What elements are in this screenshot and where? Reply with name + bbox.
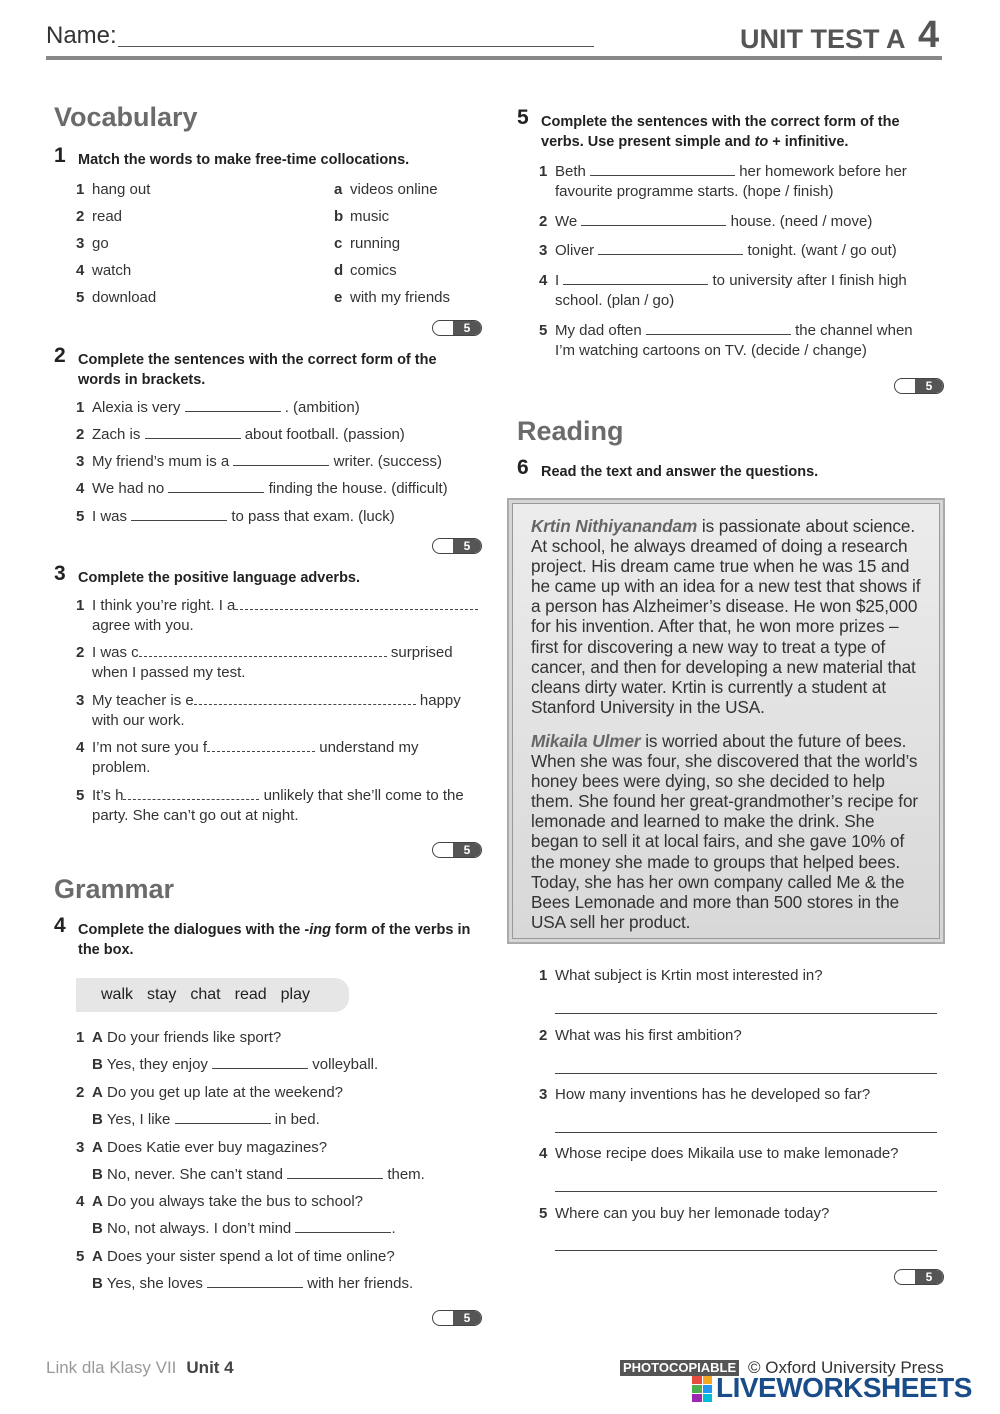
liveworksheets-brand: LIVEWORKSHEETS [716,1372,972,1403]
answer-blank[interactable] [131,507,227,521]
reading-text-box [507,498,945,944]
sentence-item: 4 We had no finding the house. (difficult) [76,480,448,497]
grammar-heading: Grammar [54,874,175,904]
score-box: 5 [432,842,482,858]
sentence-item: 2 We house. (need / move) [539,213,873,230]
letter-blanks[interactable] [207,738,315,752]
match-left-item: 4 watch [76,262,132,279]
match-left-item: 1 hang out [76,181,151,198]
answer-line[interactable] [555,1073,937,1074]
answer-line[interactable] [555,1132,937,1133]
sentence-item: 5 My dad often the channel when I’m watching cartoons on TV. (decide / change) [539,322,913,359]
match-left-item: 5 download [76,289,157,306]
answer-blank[interactable] [212,1055,308,1069]
dialogue-b: B Yes, they enjoy volleyball. [92,1056,379,1073]
question-item: 1 What subject is Krtin most interested in? [539,967,823,984]
dialogue-a: 4 A Do you always take the bus to school? [76,1193,363,1210]
score-box: 5 [432,320,482,336]
copyright: © Oxford University Press [748,1358,944,1377]
answer-blank[interactable] [287,1165,383,1179]
header-rule [46,56,942,60]
score-box: 5 [894,378,944,394]
dialogue-b: B No, never. She can’t stand them. [92,1166,425,1183]
sentence-item: 3 My friend’s mum is a writer. (success) [76,453,442,470]
answer-blank[interactable] [590,162,735,176]
answer-blank[interactable] [563,271,708,285]
reading-heading: Reading [517,416,624,446]
match-left-item: 3 go [76,235,109,252]
answer-blank[interactable] [233,452,329,466]
exercise-4-instruction: 4 Complete the dialogues with the -ing form of the verbs in the box. [54,914,471,958]
answer-blank[interactable] [145,425,241,439]
exercise-3-instruction: 3 Complete the positive language adverbs. [54,562,361,586]
match-right-item[interactable]: c running [334,235,401,252]
answer-line[interactable] [555,1250,937,1251]
question-item: 3 How many inventions has he developed so far? [539,1086,871,1103]
sentence-item: 1 I think you’re right. I a agree with you. [76,596,486,636]
unit-number: 4 [918,14,940,56]
question-item: 4 Whose recipe does Mikaila use to make lemonade? [539,1145,899,1162]
letter-blanks[interactable] [123,786,259,800]
score-box: 5 [432,1310,482,1326]
sentence-item: 4 I’m not sure you f understand my problem. [76,739,419,776]
sentence-item: 2 Zach is about football. (passion) [76,426,405,443]
name-label: Name: [46,22,117,49]
exercise-number: 1 [54,144,66,167]
dialogue-b: B Yes, she loves with her friends. [92,1275,414,1292]
vocabulary-heading: Vocabulary [54,102,198,132]
exercise-6-instruction: 6 Read the text and answer the questions. [517,456,819,480]
exercise-1-instruction [54,144,474,170]
answer-line[interactable] [555,1013,937,1014]
footer-book: Link dla Klasy VII Unit 4 [46,1358,234,1377]
sentence-item: 4 I to university after I finish high school. (plan / go) [539,272,907,309]
answer-blank[interactable] [207,1274,303,1288]
answer-blank[interactable] [168,479,264,493]
dialogue-b: B No, not always. I don’t mind . [92,1220,396,1237]
sentence-item: 2 I was c surprised when I passed my test. [76,644,453,681]
question-item: 5 Where can you buy her lemonade today? [539,1205,830,1222]
exercise-5-instruction: 5 Complete the sentences with the correct form of the verbs. Use present simple and to + infinitive. [517,106,900,150]
dialogue-a: 2 A Do you get up late at the weekend? [76,1084,344,1101]
word-box: walk stay chat read play [76,978,349,1012]
dialogue-a: 1 A Do your friends like sport? [76,1029,282,1046]
unit-test-label: UNIT TEST A [740,24,906,54]
score-box: 5 [432,538,482,554]
dialogue-a: 5 A Does your sister spend a lot of time online? [76,1248,395,1265]
answer-line[interactable] [555,1191,937,1192]
answer-blank[interactable] [581,212,726,226]
answer-blank[interactable] [646,321,791,335]
instruction-text: Match the words to make free-time collocations. [78,152,410,168]
sentence-item: 1 Beth her homework before her favourite programme starts. (hope / finish) [539,163,907,200]
reading-paragraph-2: Mikaila Ulmer is worried about the future of bees. When she was four, she discovered that the world’s honey bees were dying, so she decided to help them. She found her great-grandmother’s recipe for lemonade and learned to make the drink. She began to sell it at local fairs, and she gave 10% of the money she made to groups that helped bees. Today, she has her own company called Me & the Bees Lemonade and more than 500 stores in the USA sell her product. [531,730,919,932]
answer-blank[interactable] [295,1219,391,1233]
exercise-2-instruction: 2 Complete the sentences with the correct form of the words in brackets. [54,344,437,388]
dialogue-a: 3 A Does Katie ever buy magazines? [76,1139,328,1156]
liveworksheets-logo-icon [692,1376,712,1402]
dialogue-b: B Yes, I like in bed. [92,1111,320,1128]
photocopiable-badge: PHOTOCOPIABLE [620,1360,739,1376]
match-left-item: 2 read [76,208,123,225]
name-field-line[interactable] [118,46,594,47]
reading-paragraph-1: Krtin Nithiyanandam is passionate about science. At school, he always dreamed of doing a research project. His dream came true when he was 15 and he came up with an idea for a new test that shows if a person has Alzheimer’s disease. He won $25,000 for his invention. After that, he won more prizes – first for discovering a new way to treat a type of cancer, and then for developing a new material that cleans dirty water. Krtin is currently a student at Stanford University in the USA. [531,516,921,717]
match-right-item[interactable]: a videos online [334,181,438,198]
letter-blanks[interactable] [235,596,478,610]
letter-blanks[interactable] [139,643,387,657]
sentence-item: 5 I was to pass that exam. (luck) [76,508,395,525]
letter-blanks[interactable] [194,691,416,705]
answer-blank[interactable] [175,1110,271,1124]
score-box: 5 [894,1269,944,1285]
sentence-item: 3 My teacher is e happy with our work. [76,692,461,729]
sentence-item: 5 It’s h unlikely that she’ll come to the party. She can’t go out at night. [76,787,464,824]
match-right-item[interactable]: d comics [334,262,397,279]
question-item: 2 What was his first ambition? [539,1027,742,1044]
sentence-item: 1 Alexia is very . (ambition) [76,399,360,416]
answer-blank[interactable] [598,241,743,255]
match-right-item[interactable]: b music [334,208,390,225]
sentence-item: 3 Oliver tonight. (want / go out) [539,242,897,259]
match-right-item[interactable]: e with my friends [334,289,451,306]
answer-blank[interactable] [185,398,281,412]
